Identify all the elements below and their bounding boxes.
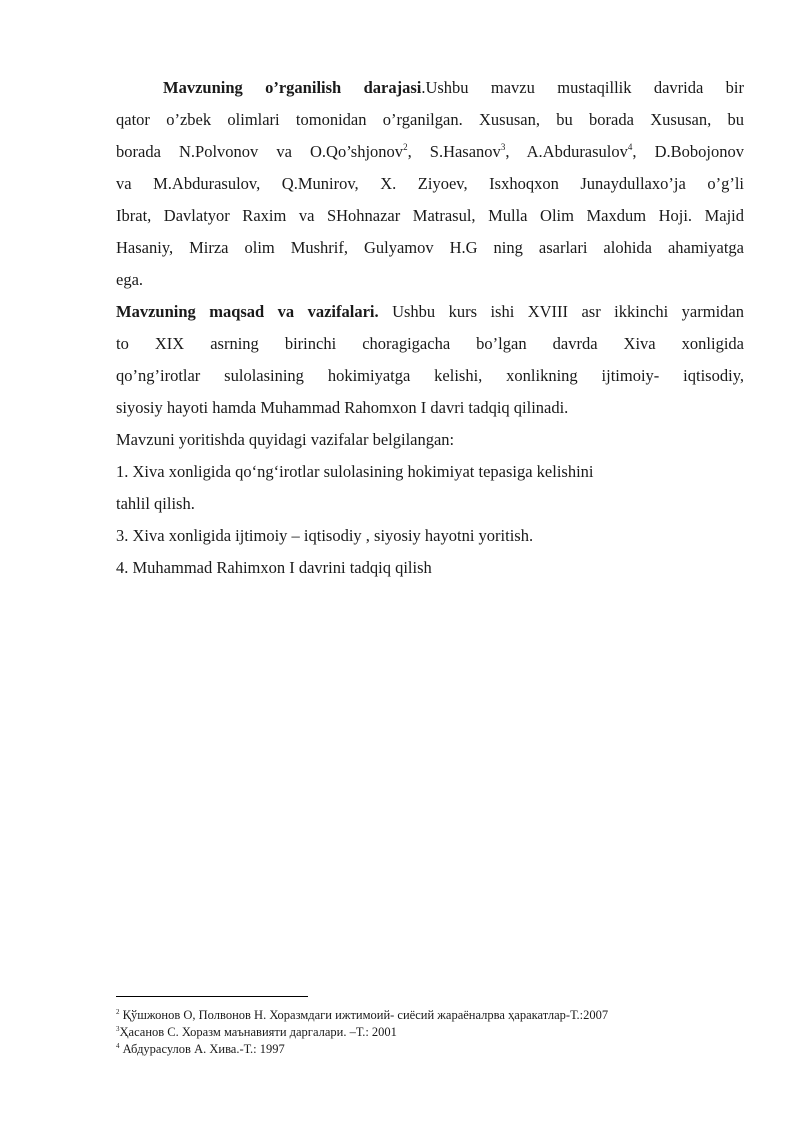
paragraph-line: borada N.Polvonov va O.Qo’shjonov$^2$, S.Hasanov$^3$, A.Abdurasulov$^4$, D.Bobojonov xyxy=(116,142,744,161)
list-item: 1. Xiva xonligida qo‘ng‘irotlar sulolasining hokimiyat tepasiga kelishini xyxy=(116,462,594,481)
paragraph-line: Mavzuni yoritishda quyidagi vazifalar belgilangan: xyxy=(116,430,455,449)
paragraph-line: ega. xyxy=(116,270,144,289)
footnote-4: $^4$ Абдурасулов А. Хива.-Т.: 1997 xyxy=(116,1042,285,1056)
section-heading-goals: Mavzuning maqsad va vazifalari. xyxy=(116,302,379,321)
footnote-ref[interactable]: 3 xyxy=(500,142,506,152)
footnote-ref[interactable]: 2 xyxy=(403,142,408,152)
footnote-3: $^3$Ҳасанов С. Хоразм маънавияти даргалари. –Т.: 2001 xyxy=(116,1025,397,1039)
paragraph-line: Mavzuning o’rganilish darajasi.Ushbu mavzu mustaqillik davrida bir xyxy=(163,78,745,97)
footnote-2: $^2$ Қўшжонов О, Полвонов Н. Хоразмдаги ижтимоий- сиёсий жараёналрва ҳаракатлар-Т.:2007 xyxy=(116,1008,609,1022)
footnote-separator xyxy=(116,996,308,997)
section-heading-study-level: Mavzuning o’rganilish darajasi xyxy=(163,78,422,97)
paragraph-line: siyosiy hayoti hamda Muhammad Rahomxon I davri tadqiq qilinadi. xyxy=(116,398,569,417)
paragraph-line: Mavzuning maqsad va vazifalari. Ushbu kurs ishi XVIII asr ikkinchi yarmidan xyxy=(116,302,744,321)
document-body xyxy=(116,72,744,584)
paragraph-line: to XIX asrning birinchi choragigacha bo’lgan davrda Xiva xonligida xyxy=(116,334,744,353)
paragraph-line: qo’ng’irotlar sulolasining hokimiyatga kelishi, xonlikning ijtimoiy- iqtisodiy, xyxy=(116,366,744,385)
paragraph-line: Hasaniy, Mirza olim Mushrif, Gulyamov H.G ning asarlari alohida ahamiyatga xyxy=(116,238,744,257)
paragraph-line: qator o’zbek olimlari tomonidan o’rganilgan. Xususan, bu borada Xususan, bu xyxy=(116,110,744,129)
list-item: 4. Muhammad Rahimxon I davrini tadqiq qilish xyxy=(116,558,432,577)
list-item-continuation: tahlil qilish. xyxy=(116,494,195,513)
footnote-ref[interactable]: 4 xyxy=(627,142,633,152)
footnotes xyxy=(116,1007,756,1058)
paragraph-line: va M.Abdurasulov, Q.Munirov, X. Ziyoev, Isxhoqxon Junaydullaxo’ja o’g’li xyxy=(116,174,744,193)
list-item: 3. Xiva xonligida ijtimoiy – iqtisodiy , siyosiy hayotni yoritish. xyxy=(116,526,534,545)
paragraph-line: Ibrat, Davlatyor Raxim va SHohnazar Matrasul, Mulla Olim Maxdum Hoji. Majid xyxy=(116,206,744,225)
